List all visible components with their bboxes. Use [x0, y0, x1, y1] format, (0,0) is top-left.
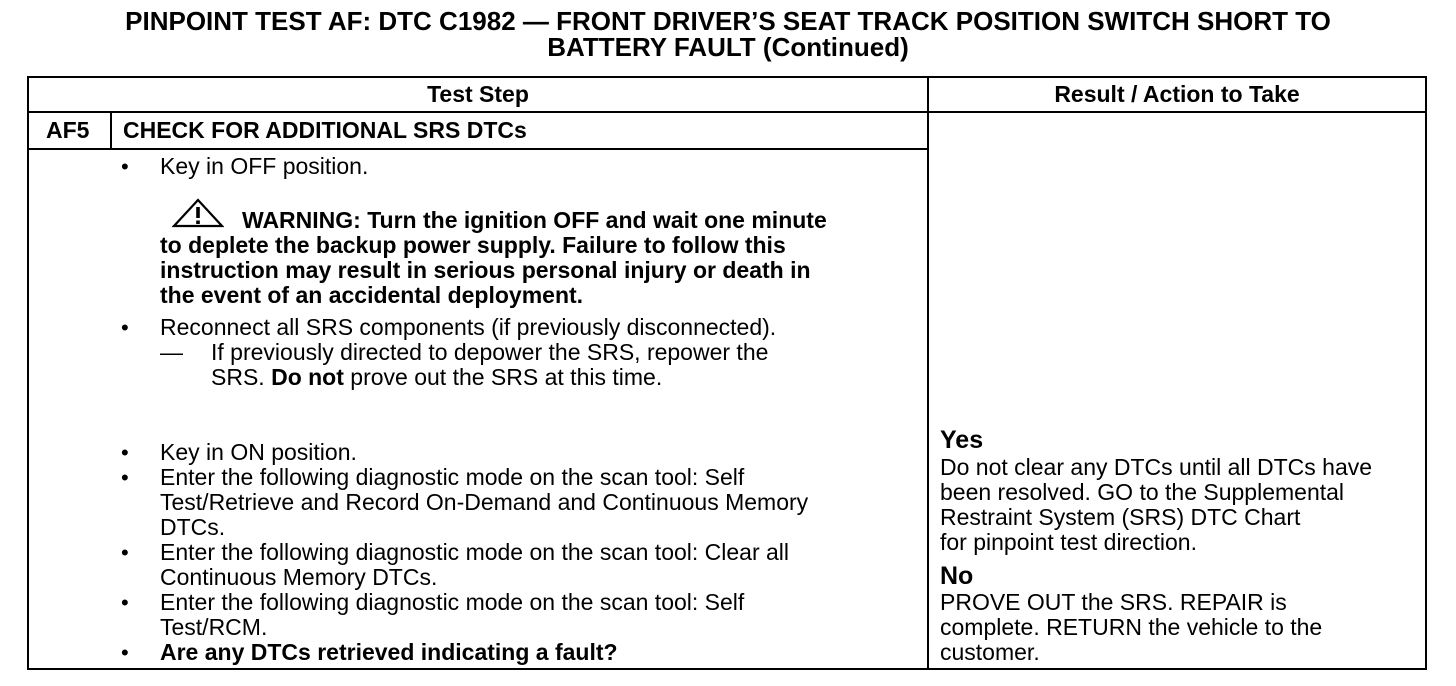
warning-line-1: WARNING: Turn the ignition OFF and wait one minute: [242, 207, 827, 233]
dash-sub-line-2-bold: Do not: [271, 364, 344, 390]
result-yes-line-4: for pinpoint test direction.: [940, 529, 1197, 555]
dash-marker: —: [160, 339, 183, 365]
step-heading-divider: [27, 148, 928, 150]
header-result-action: Result / Action to Take: [1054, 81, 1300, 107]
bullet-dot: •: [121, 590, 129, 615]
bullet-key-on: Key in ON position.: [160, 439, 357, 465]
bullet-dot: •: [121, 440, 129, 465]
bullet-self-test-line-2: Test/Retrieve and Record On-Demand and Continuous Memory: [160, 489, 809, 515]
step-id-divider: [110, 111, 112, 150]
step-question: Are any DTCs retrieved indicating a fault?: [160, 639, 618, 665]
step-id: AF5: [46, 117, 90, 143]
dash-sub-line-1: If previously directed to depower the SRS, repower the: [211, 339, 769, 365]
result-no-line-1: PROVE OUT the SRS. REPAIR is: [940, 589, 1287, 615]
step-heading: CHECK FOR ADDITIONAL SRS DTCs: [123, 117, 527, 143]
result-yes-label: Yes: [940, 426, 984, 454]
bullet-self-test-line-3: DTCs.: [160, 514, 226, 540]
result-yes-line-1: Do not clear any DTCs until all DTCs have: [940, 454, 1373, 480]
warning-line-4: the event of an accidental deployment.: [160, 282, 584, 308]
bullet-self-test-line-1: Enter the following diagnostic mode on the scan tool: Self: [160, 464, 745, 490]
bullet-dot: •: [121, 154, 129, 179]
title-line-2: BATTERY FAULT (Continued): [547, 32, 909, 62]
column-divider: [927, 76, 929, 670]
result-no-line-3: customer.: [940, 639, 1040, 665]
bullet-dot: •: [121, 315, 129, 340]
page-title: [0, 8, 1456, 60]
header-test-step: Test Step: [427, 81, 529, 107]
dash-sub-line-2: [211, 365, 662, 390]
result-no-line-2: complete. RETURN the vehicle to the: [940, 614, 1323, 640]
warning-line-2: to deplete the backup power supply. Failure to follow this: [160, 232, 786, 258]
bullet-dot: •: [121, 465, 129, 490]
result-no-label: No: [940, 562, 974, 590]
dash-sub-line-2-pre: SRS.: [211, 364, 265, 390]
result-yes-line-3: Restraint System (SRS) DTC Chart: [940, 504, 1301, 530]
title-line-1: PINPOINT TEST AF: DTC C1982 — FRONT DRIVER’S SEAT TRACK POSITION SWITCH SHORT TO: [125, 6, 1331, 36]
warning-triangle-icon: [172, 198, 224, 228]
bullet-rcm-line-2: Test/RCM.: [160, 614, 268, 640]
result-yes-line-2: been resolved. GO to the Supplemental: [940, 479, 1345, 505]
bullet-rcm-line-1: Enter the following diagnostic mode on the scan tool: Self: [160, 589, 745, 615]
bullet-reconnect: Reconnect all SRS components (if previously disconnected).: [160, 314, 777, 340]
warning-line-3: instruction may result in serious personal injury or death in: [160, 257, 811, 283]
header-divider: [27, 111, 1427, 113]
bullet-clear-line-2: Continuous Memory DTCs.: [160, 564, 438, 590]
bullet-dot: •: [121, 540, 129, 565]
bullet-dot: •: [121, 640, 129, 665]
bullet-clear-line-1: Enter the following diagnostic mode on the scan tool: Clear all: [160, 539, 790, 565]
dash-sub-line-2-post: prove out the SRS at this time.: [350, 364, 663, 390]
bullet-key-off: Key in OFF position.: [160, 153, 369, 179]
